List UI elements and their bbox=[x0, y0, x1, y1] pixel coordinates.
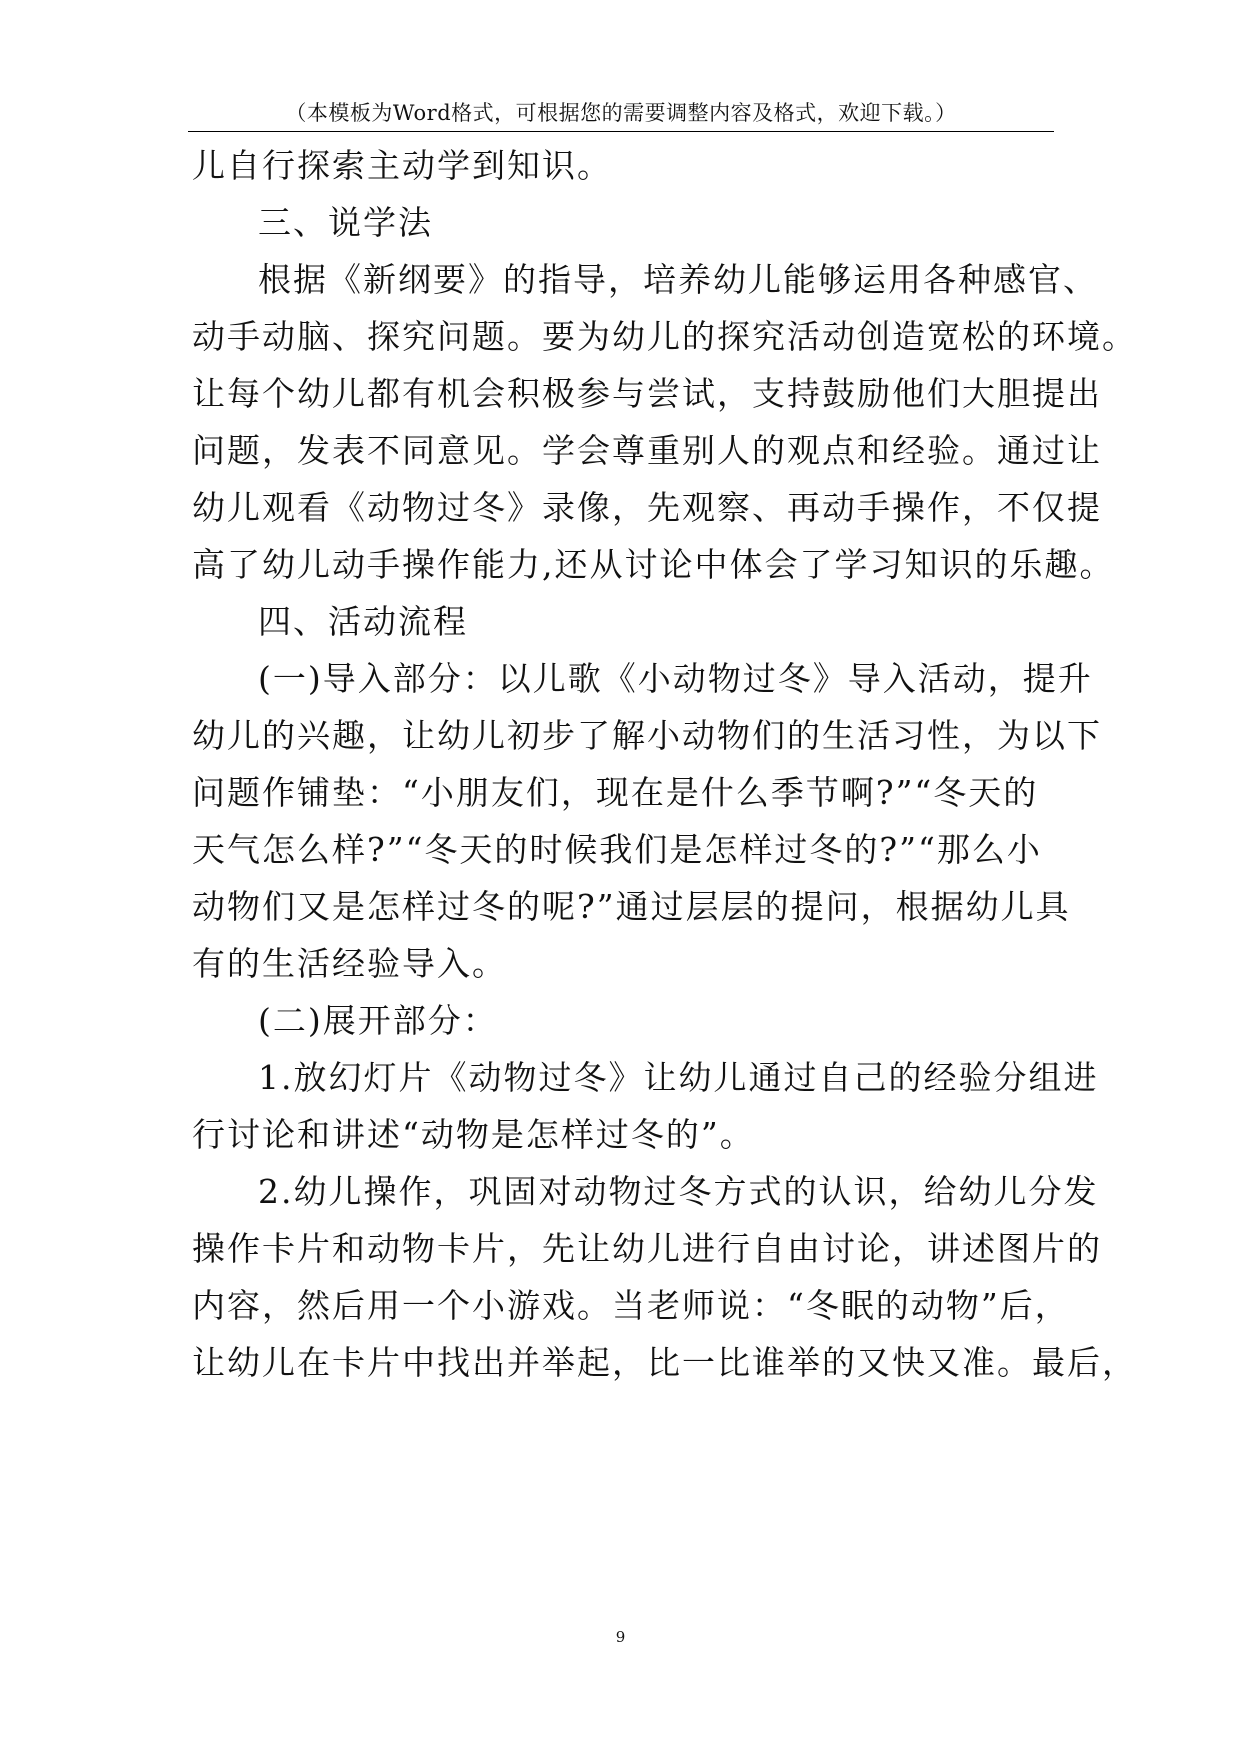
page-number: 9 bbox=[615, 1628, 626, 1646]
header-divider bbox=[188, 131, 1054, 132]
body-line: 根据《新纲要》的指导，培养幼儿能够运用各种感官、 bbox=[258, 260, 1098, 299]
section-heading: 三、说学法 bbox=[258, 203, 433, 242]
body-line: (一)导入部分：以儿歌《小动物过冬》导入活动，提升 bbox=[258, 659, 1093, 698]
body-line: 2.幼儿操作，巩固对动物过冬方式的认识，给幼儿分发 bbox=[258, 1172, 1099, 1211]
body-line: 操作卡片和动物卡片，先让幼儿进行自由讨论，讲述图片的 bbox=[192, 1229, 1102, 1268]
body-line: 有的生活经验导入。 bbox=[192, 944, 507, 983]
body-line: 动物们又是怎样过冬的呢?”通过层层的提问，根据幼儿具 bbox=[192, 887, 1071, 926]
body-line: 让每个幼儿都有机会积极参与尝试，支持鼓励他们大胆提出 bbox=[192, 374, 1102, 413]
body-line: 幼儿观看《动物过冬》录像，先观察、再动手操作，不仅提 bbox=[192, 488, 1102, 527]
section-heading: 四、活动流程 bbox=[258, 602, 468, 641]
body-line: 1.放幻灯片《动物过冬》让幼儿通过自己的经验分组进 bbox=[258, 1058, 1099, 1097]
body-line: 动手动脑、探究问题。要为幼儿的探究活动创造宽松的环境。 bbox=[192, 317, 1137, 356]
body-line: 让幼儿在卡片中找出并举起，比一比谁举的又快又准。最后， bbox=[192, 1343, 1137, 1382]
body-line: 儿自行探索主动学到知识。 bbox=[192, 146, 612, 185]
body-line: 问题作铺垫：“小朋友们，现在是什么季节啊?”“冬天的 bbox=[192, 773, 1039, 812]
body-line: (二)展开部分： bbox=[258, 1001, 498, 1040]
body-line: 内容，然后用一个小游戏。当老师说：“冬眠的动物”后， bbox=[192, 1286, 1070, 1325]
body-line: 天气怎么样?”“冬天的时候我们是怎样过冬的?”“那么小 bbox=[192, 830, 1042, 869]
body-line: 幼儿的兴趣，让幼儿初步了解小动物们的生活习性，为以下 bbox=[192, 716, 1102, 755]
body-line: 问题，发表不同意见。学会尊重别人的观点和经验。通过让 bbox=[192, 431, 1102, 470]
body-line: 高了幼儿动手操作能力,还从讨论中体会了学习知识的乐趣。 bbox=[192, 545, 1115, 584]
body-line: 行讨论和讲述“动物是怎样过冬的”。 bbox=[192, 1115, 755, 1154]
page-header-note: （本模板为Word格式，可根据您的需要调整内容及格式，欢迎下载。） bbox=[285, 101, 957, 125]
